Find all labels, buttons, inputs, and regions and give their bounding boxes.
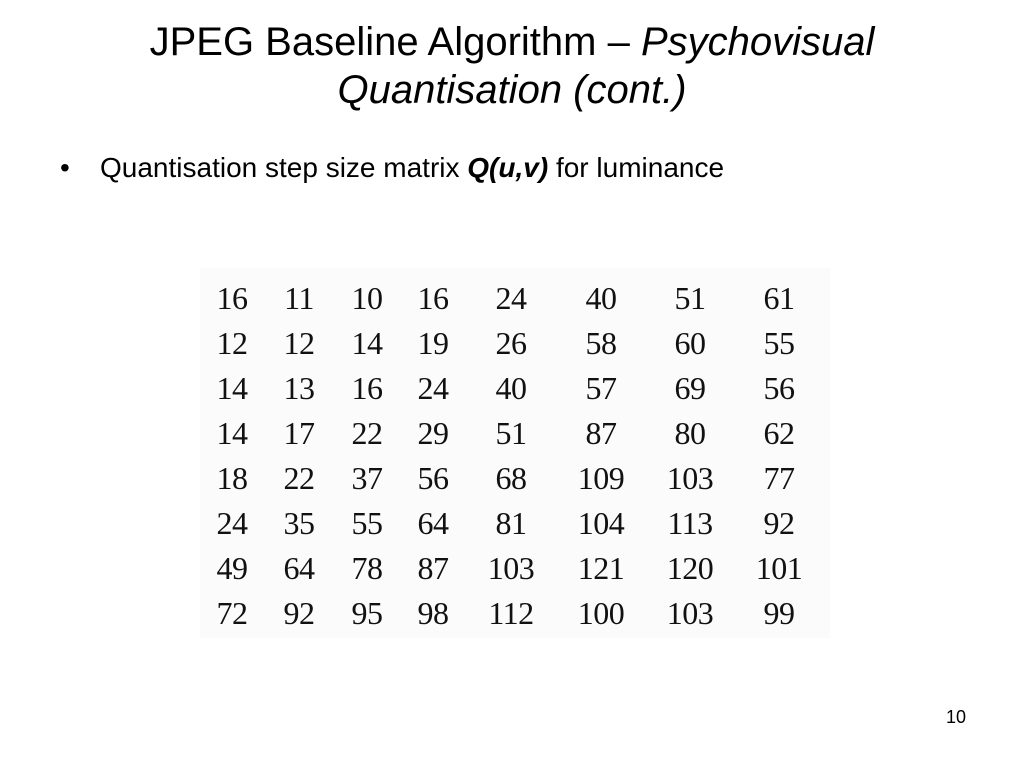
title-italic-line-1: Psychovisual — [640, 20, 875, 64]
matrix-cell: 72 — [216, 595, 248, 631]
matrix-cell: 10 — [351, 280, 383, 316]
matrix-cell: 37 — [351, 460, 383, 496]
matrix-cell: 87 — [585, 415, 617, 451]
quantisation-matrix — [200, 276, 824, 636]
matrix-cell: 19 — [417, 325, 449, 361]
title-main: JPEG Baseline Algorithm – — [149, 20, 630, 64]
matrix-row — [200, 501, 824, 546]
matrix-cell: 104 — [577, 505, 625, 541]
matrix-cell: 109 — [577, 460, 625, 496]
matrix-cell: 61 — [763, 280, 795, 316]
page-number: 10 — [945, 707, 966, 727]
matrix-row — [200, 366, 824, 411]
matrix-cell: 80 — [674, 415, 706, 451]
matrix-cell: 14 — [216, 370, 248, 406]
bullet-prefix: Quantisation step size matrix — [100, 152, 460, 183]
matrix-cell: 22 — [283, 460, 315, 496]
matrix-cell: 12 — [216, 325, 248, 361]
matrix-cell: 103 — [666, 595, 714, 631]
matrix-cell: 77 — [763, 460, 795, 496]
matrix-cell: 92 — [763, 505, 795, 541]
matrix-cell: 51 — [674, 280, 706, 316]
matrix-cell: 57 — [585, 370, 617, 406]
matrix-cell: 60 — [674, 325, 706, 361]
matrix-row — [200, 456, 824, 501]
matrix-cell: 51 — [495, 415, 527, 451]
matrix-cell: 14 — [351, 325, 383, 361]
matrix-cell: 22 — [351, 415, 383, 451]
matrix-cell: 56 — [763, 370, 795, 406]
matrix-row — [200, 546, 824, 591]
matrix-cell: 16 — [351, 370, 383, 406]
bullet-marker: • — [60, 152, 70, 183]
matrix-cell: 29 — [417, 415, 449, 451]
matrix-cell: 92 — [283, 595, 315, 631]
matrix-cell: 58 — [585, 325, 617, 361]
matrix-cell: 40 — [495, 370, 527, 406]
matrix-cell: 112 — [488, 595, 534, 631]
matrix-row — [200, 276, 824, 321]
matrix-cell: 100 — [577, 595, 625, 631]
matrix-cell: 17 — [283, 415, 315, 451]
matrix-cell: 55 — [351, 505, 383, 541]
matrix-cell: 49 — [216, 550, 248, 586]
matrix-cell: 62 — [763, 415, 795, 451]
matrix-row — [200, 321, 824, 366]
matrix-row — [200, 411, 824, 456]
matrix-cell: 64 — [417, 505, 449, 541]
matrix-cell: 13 — [283, 370, 315, 406]
matrix-cell: 101 — [755, 550, 803, 586]
matrix-cell: 26 — [495, 325, 527, 361]
matrix-cell: 68 — [495, 460, 527, 496]
matrix-cell: 120 — [666, 550, 714, 586]
matrix-cell: 121 — [577, 550, 625, 586]
matrix-cell: 69 — [674, 370, 706, 406]
matrix-cell: 18 — [216, 460, 248, 496]
matrix-row — [200, 591, 824, 636]
matrix-cell: 99 — [763, 595, 795, 631]
matrix-cell: 35 — [283, 505, 315, 541]
title-italic-line-2: Quantisation (cont.) — [337, 68, 687, 112]
matrix-cell: 56 — [417, 460, 449, 496]
matrix-cell: 81 — [495, 505, 527, 541]
matrix-cell: 24 — [417, 370, 449, 406]
matrix-cell: 78 — [351, 550, 383, 586]
bullet-suffix: for luminance — [555, 152, 725, 183]
matrix-cell: 12 — [283, 325, 315, 361]
matrix-cell: 14 — [216, 415, 248, 451]
matrix-cell: 103 — [666, 460, 714, 496]
matrix-cell: 55 — [763, 325, 795, 361]
matrix-cell: 103 — [487, 550, 535, 586]
slide-title — [40, 18, 984, 114]
matrix-cell: 87 — [417, 550, 449, 586]
matrix-cell: 40 — [585, 280, 617, 316]
matrix-cell: 24 — [495, 280, 527, 316]
bullet-symbol: Q(u,v) — [467, 152, 549, 183]
bullet-item — [60, 150, 724, 186]
matrix-cell: 113 — [667, 505, 713, 541]
matrix-cell: 16 — [216, 280, 248, 316]
matrix-cell: 11 — [284, 280, 314, 316]
matrix-cell: 64 — [283, 550, 315, 586]
matrix-cell: 16 — [417, 280, 449, 316]
matrix-cell: 95 — [351, 595, 383, 631]
matrix-cell: 98 — [417, 595, 449, 631]
quantisation-matrix-image — [200, 268, 830, 638]
matrix-cell: 24 — [216, 505, 248, 541]
